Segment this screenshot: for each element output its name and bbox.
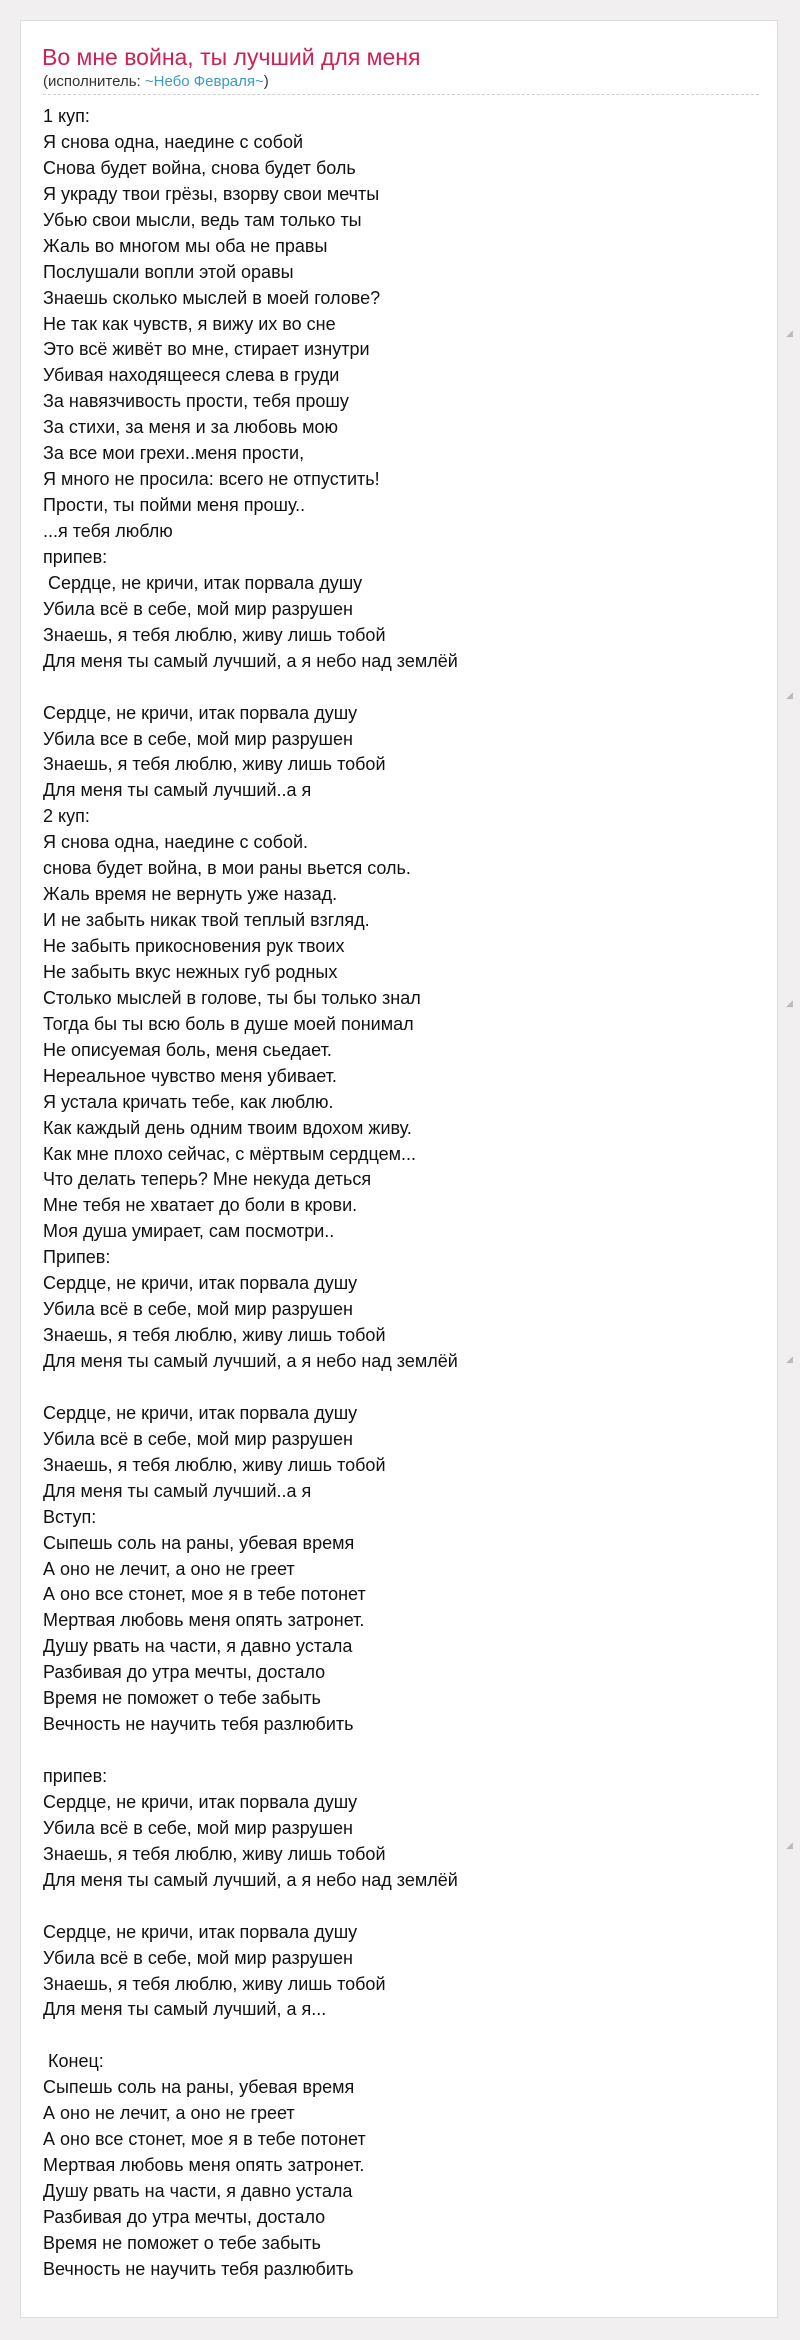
lyric-line: Для меня ты самый лучший, а я...	[43, 1999, 327, 2020]
lyric-line: припев:	[43, 1766, 108, 1786]
lyric-line: Для меня ты самый лучший..а я	[43, 780, 312, 801]
lyrics-card	[20, 20, 778, 2318]
lyric-line: Моя душа умирает, сам посмотри..	[43, 1221, 335, 1242]
artist-link[interactable]: ~Небо Февраля~	[144, 73, 264, 90]
lyric-line: Знаешь, я тебя люблю, живу лишь тобой	[43, 754, 386, 775]
lyric-line: А оно не лечит, а оно не греет	[43, 2103, 295, 2124]
lyric-line: Конец:	[43, 2051, 104, 2072]
lyric-line: Сыпешь соль на раны, убевая время	[43, 2077, 355, 2098]
lyric-line: Душу рвать на части, я давно устала	[43, 1636, 353, 1657]
artist-suffix: )	[263, 73, 269, 90]
lyric-line: снова будет война, в мои раны вьется соль.	[43, 858, 411, 879]
lyric-line: А оно все стонет, мое я в тебе потонет	[43, 1584, 366, 1605]
lyric-line: Убила всё в себе, мой мир разрушен	[43, 1947, 353, 1968]
lyric-line: Разбивая до утра мечты, достало	[43, 1662, 326, 1683]
title-divider	[43, 94, 759, 95]
lyric-line: Не так как чувств, я вижу их во сне	[43, 313, 336, 334]
lyric-line: Знаешь, я тебя люблю, живу лишь тобой	[43, 1325, 386, 1346]
lyric-line: 2 куп:	[43, 806, 90, 827]
lyric-line: Припев:	[43, 1247, 111, 1268]
lyric-line: Вечность не научить тебя разлюбить	[43, 2258, 354, 2279]
lyric-line: Не описуемая боль, меня сьедает.	[43, 1039, 332, 1060]
lyric-line: Для меня ты самый лучший, а я небо над землёй	[43, 650, 458, 671]
lyric-line: Сыпешь соль на раны, убевая время	[43, 1532, 355, 1553]
lyric-line: Убила все в себе, мой мир разрушен	[43, 728, 353, 749]
lyric-line: Нереальное чувство меня убивает.	[43, 1065, 337, 1086]
lyric-line: Для меня ты самый лучший..а я	[43, 1480, 312, 1501]
lyric-line: И не забыть никак твой теплый взгляд.	[43, 910, 370, 931]
lyric-line: Жаль во многом мы оба не правы	[43, 235, 328, 256]
lyric-line: Снова будет война, снова будет боль	[43, 157, 356, 178]
lyric-line: Как мне плохо сейчас, с мёртвым сердцем...	[43, 1143, 416, 1164]
lyric-blank-line	[43, 1375, 759, 1401]
corner-mark: ◢	[786, 1354, 793, 1364]
lyric-line: Сердце, не кричи, итак порвала душу	[43, 1402, 358, 1423]
lyric-line: Как каждый день одним твоим вдохом живу.	[43, 1117, 412, 1138]
lyric-line: Сердце, не кричи, итак порвала душу	[43, 1921, 358, 1942]
corner-mark: ◢	[786, 1840, 793, 1850]
lyric-line: Знаешь сколько мыслей в моей голове?	[43, 287, 381, 308]
lyric-line: А оно все стонет, мое я в тебе потонет	[43, 2129, 366, 2150]
lyric-line: 1 куп:	[43, 106, 90, 126]
lyric-blank-line	[43, 1738, 759, 1764]
lyric-line: Знаешь, я тебя люблю, живу лишь тобой	[43, 624, 386, 645]
corner-mark: ◢	[786, 998, 793, 1008]
lyric-line: Душу рвать на части, я давно устала	[43, 2181, 353, 2201]
lyric-line: Я снова одна, наедине с собой	[43, 131, 304, 152]
lyric-line: Убила всё в себе, мой мир разрушен	[43, 1299, 353, 1320]
lyric-line: Убила всё в себе, мой мир разрушен	[43, 1817, 353, 1838]
lyric-line: Сердце, не кричи, итак порвала душу	[43, 702, 358, 723]
lyric-line: припев:	[43, 546, 108, 567]
lyric-line: Не забыть вкус нежных губ родных	[43, 961, 338, 982]
lyric-line: Знаешь, я тебя люблю, живу лишь тобой	[43, 1973, 386, 1994]
lyric-line: Я устала кричать тебе, как люблю.	[43, 1091, 334, 1112]
lyric-line: Вечность не научить тебя разлюбить	[43, 1714, 354, 1735]
lyric-line: Сердце, не кричи, итак порвала душу	[43, 572, 363, 593]
lyric-line: Это всё живёт во мне, стирает изнутри	[43, 339, 370, 360]
lyric-line: Для меня ты самый лучший, а я небо над землёй	[43, 1351, 458, 1371]
lyric-line: ...я тебя люблю	[43, 521, 173, 541]
lyric-line: За стихи, за меня и за любовь мою	[43, 417, 339, 438]
lyric-line: А оно не лечит, а оно не греет	[43, 1558, 295, 1579]
song-title: Во мне война, ты лучший для меня	[42, 44, 421, 70]
lyric-line: Я украду твои грёзы, взорву свои мечты	[43, 183, 380, 204]
artist-line	[43, 73, 269, 91]
lyric-line: Время не поможет о тебе забыть	[43, 2232, 321, 2253]
artist-prefix: (исполнитель:	[43, 73, 145, 90]
lyric-line: Разбивая до утра мечты, достало	[43, 2206, 326, 2227]
lyric-line: Жаль время не вернуть уже назад.	[43, 884, 338, 905]
corner-mark: ◢	[786, 328, 793, 338]
lyric-line: Я снова одна, наедине с собой.	[43, 832, 309, 853]
lyric-line: Знаешь, я тебя люблю, живу лишь тобой	[43, 1454, 386, 1475]
lyric-line: Для меня ты самый лучший, а я небо над землёй	[43, 1869, 458, 1890]
lyric-line: Сердце, не кричи, итак порвала душу	[43, 1791, 358, 1812]
lyric-line: Послушали вопли этой оравы	[43, 261, 294, 282]
lyric-line: Не забыть прикосновения рук твоих	[43, 936, 345, 956]
lyric-line: Вступ:	[43, 1506, 97, 1527]
lyric-line: Убью свои мысли, ведь там только ты	[43, 209, 362, 230]
lyric-line: Прости, ты пойми меня прошу..	[43, 495, 306, 516]
lyric-blank-line	[43, 2023, 759, 2049]
lyric-line: Мне тебя не хватает до боли в крови.	[43, 1195, 358, 1216]
lyric-line: Убила всё в себе, мой мир разрушен	[43, 598, 353, 619]
lyric-line: Убивая находящееся слева в груди	[43, 365, 340, 386]
lyric-line: Знаешь, я тебя люблю, живу лишь тобой	[43, 1843, 386, 1864]
lyric-line: За навязчивость прости, тебя прошу	[43, 391, 349, 412]
lyric-line: Что делать теперь? Мне некуда деться	[43, 1169, 372, 1190]
lyric-line: Столько мыслей в голове, ты бы только знал	[43, 987, 421, 1008]
lyric-line: Мертвая любовь меня опять затронет.	[43, 2155, 365, 2176]
corner-mark: ◢	[786, 690, 793, 700]
lyric-line: За все мои грехи..меня прости,	[43, 443, 305, 464]
lyric-blank-line	[43, 1894, 759, 1920]
lyric-line: Сердце, не кричи, итак порвала душу	[43, 1273, 358, 1294]
lyric-line: Время не поможет о тебе забыть	[43, 1688, 321, 1709]
lyric-line: Я много не просила: всего не отпустить!	[43, 469, 380, 490]
lyric-line: Мертвая любовь меня опять затронет.	[43, 1610, 365, 1631]
lyric-line: Тогда бы ты всю боль в душе моей понимал	[43, 1013, 414, 1034]
lyric-blank-line	[43, 675, 759, 701]
lyrics-text	[43, 104, 759, 2283]
lyric-line: Убила всё в себе, мой мир разрушен	[43, 1428, 353, 1449]
